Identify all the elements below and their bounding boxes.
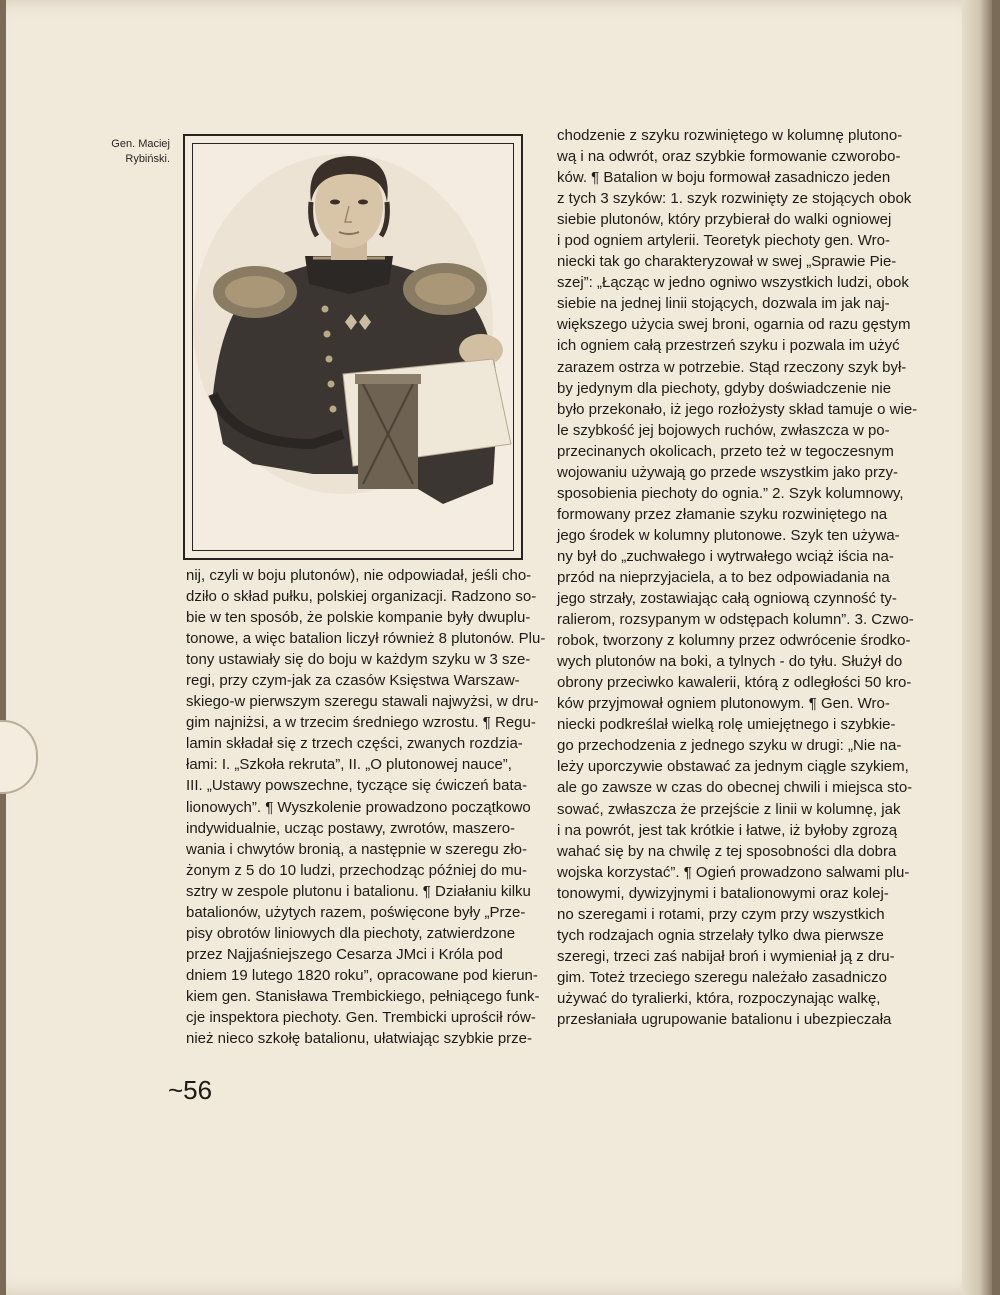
text-line: większego użycia swej broni, ogarnia od razu gęstym	[557, 316, 911, 334]
text-line: sować, zwłaszcza że przejście z linii w kolumnę, jak	[557, 800, 901, 818]
text-line: formowany przez złamanie szyku rozwiniętego na	[557, 505, 888, 523]
text-line: i na powrót, jest tak krótkie i łatwe, iż byłoby zgrozą	[557, 821, 898, 839]
text-line: dniem 19 lutego 1820 roku”, opracowane pod kierun-	[186, 966, 538, 984]
text-line: jego strzały, zostawiając całą ogniową czynność ty-	[557, 590, 897, 608]
text-line: go przechodzenia z jednego szyku w drugi: „Nie na-	[557, 737, 902, 755]
text-line: siebie na jednej linii stojących, dozwala im jak naj-	[557, 295, 890, 313]
text-line: le szybkość jej bojowych ruchów, zwłaszcza w po-	[557, 421, 890, 439]
caption-line: Rybiński.	[125, 153, 170, 165]
text-line: cje inspektora piechoty. Gen. Trembicki uprościł rów-	[186, 1008, 536, 1026]
page-number: ~56	[168, 1075, 213, 1105]
text-line: przesłaniała ugrupowanie batalionu i ubezpieczała	[557, 1010, 892, 1028]
text-column-left	[186, 565, 546, 1049]
text-line: nież nieco szkołę batalionu, ułatwiając szybkie prze-	[186, 1030, 533, 1048]
text-line: obrony przeciwko kawalerii, którą z odległości 50 kro-	[557, 674, 912, 692]
text-line: łami: I. „Szkoła rekruta”, II. „O plutonowej nauce”,	[186, 756, 512, 774]
text-line: bie w ten sposób, że polskie kompanie były dwuplu-	[186, 609, 531, 627]
text-line: sztry w zespole plutonu i batalionu. ¶ Działaniu kilku	[186, 882, 531, 900]
text-line: siebie plutonów, który przybierał do walki ogniowej	[557, 211, 892, 229]
text-line: szej”: „Łącząc w jedno ogniwo wszystkich ludzi, obok	[557, 274, 909, 292]
text-line: wych plutonów na boki, a tylnych - do tyłu. Służył do	[557, 653, 903, 671]
text-line: gim. Toteż trzeciego szeregu należało zasadniczo	[557, 968, 887, 986]
text-line: wania i chwytów bronią, a następnie w szeregu zło-	[186, 840, 528, 858]
text-line: III. „Ustawy powszechne, tyczące się ćwiczeń bata-	[186, 777, 527, 795]
text-line: jego środek w kolumny plutonowe. Szyk ten używa-	[557, 526, 900, 544]
text-line: zarazem ostrza w potrzebie. Stąd rzeczony szyk był-	[557, 358, 907, 376]
text-line: wojska korzystać”. ¶ Ogień prowadzono salwami plu-	[557, 863, 910, 881]
text-line: pisy obrotów liniowych dla piechoty, zatwierdzone	[186, 924, 516, 942]
text-line: żonym z 5 do 10 ludzi, przechodząc później do mu-	[186, 861, 528, 879]
text-line: regi, przy czym-jak za czasów Księstwa Warszaw-	[186, 672, 520, 690]
text-line: sposobienia piechoty do ognia.” 2. Szyk kolumnowy,	[557, 484, 904, 502]
text-line: chodzenie z szyku rozwiniętego w kolumnę plutono-	[557, 127, 903, 144]
text-line: robok, tworzony z kolumny przez odwrócenie środko-	[557, 632, 911, 650]
caption-line: Gen. Maciej	[111, 138, 170, 150]
text-line: przecinanych okolicach, przeto też w tegoczesnym	[557, 442, 894, 460]
text-line: tony ustawiały się do boju w każdym szyku w 3 sze-	[186, 651, 531, 669]
text-line: ich ogniem całą przestrzeń szyku i pozwala im użyć	[557, 337, 900, 355]
text-line: niecki tak go charakteryzował w swej „Sprawie Pie-	[557, 253, 897, 271]
text-line: lamin składał się z trzech części, zwanych rozdzia-	[186, 735, 523, 753]
text-line: gim najniżsi, a w trzecim średniego wzrostu. ¶ Regu-	[186, 714, 536, 732]
text-line: tonowymi, dywizyjnymi i batalionowymi oraz kolej-	[557, 884, 889, 902]
text-line: no szeregami i rotami, przy czym przy wszystkich	[557, 905, 885, 923]
text-line: używać do tyralierki, która, rozpoczynając walkę,	[557, 989, 881, 1007]
text-line: lionowych”. ¶ Wyszkolenie prowadzono początkowo	[186, 798, 531, 816]
portrait-illustration	[192, 143, 514, 551]
text-line: z tych 3 szyków: 1. szyk rozwinięty ze stojących obok	[557, 190, 912, 208]
text-line: tonowe, a więc batalion liczył również 8 plutonów. Plu-	[186, 630, 546, 648]
text-line: i pod ogniem artylerii. Teoretyk piechoty gen. Wro-	[557, 232, 890, 250]
text-line: ralierom, rozsypanym w odstępach kolumn”. 3. Czwo-	[557, 611, 914, 629]
text-line: dziło o skład pułku, polskiej organizacji. Radzono so-	[186, 588, 537, 606]
text-line: ków przyjmował ogniem plutonowym. ¶ Gen. Wro-	[557, 695, 890, 713]
text-line: batalionów, użytych razem, poświęcone były „Prze-	[186, 903, 526, 921]
portrait-frame	[183, 134, 523, 560]
text-line: tych rodzajach ognia strzelały tylko dwa pierwsze	[557, 926, 884, 944]
text-line: niecki podkreślał wielką rolę umiejętnego i szybkie-	[557, 716, 896, 734]
page-edge-shadow	[962, 0, 992, 1295]
text-column-right	[557, 125, 918, 1030]
text-line: przez Najjaśniejszego Cesarza JMci i Króla pod	[186, 945, 503, 963]
portrait-caption	[100, 137, 170, 167]
text-line: by jedynym dla piechoty, gdyby doświadczenie nie	[557, 379, 892, 397]
text-line: szeregi, trzeci zaś nabijał broń i wymieniał ją z dru-	[557, 947, 895, 965]
text-line: leży uporczywie obstawać za jednym ciągle szykiem,	[557, 758, 909, 776]
text-line: kiem gen. Stanisława Trembickiego, pełniącego funk-	[186, 987, 540, 1005]
text-line: było przekonało, iż jego rozłożysty skład tamuje o wie-	[557, 400, 918, 418]
text-line: wą i na odwrót, oraz szybkie formowanie czworobo-	[557, 148, 901, 166]
text-line: wahać się by na chwilę z tej sposobności dla dobra	[557, 842, 897, 860]
text-line: wojowaniu używają go przede wszystkim jako przy-	[557, 463, 898, 481]
text-line: przód na nieprzyjaciela, a to bez odpowiadania na	[557, 568, 890, 586]
text-line: indywidualnie, ucząc postawy, zwrotów, maszero-	[186, 819, 516, 837]
text-line: skiego-w pierwszym szeregu stawali najwyżsi, w dru-	[186, 693, 539, 711]
text-line: ny był do „zuchwałego i wytrwałego wciąż iścia na-	[557, 547, 894, 565]
text-line: nij, czyli w boju plutonów), nie odpowiadał, jeśli cho-	[186, 567, 532, 584]
text-line: ale go zawsze w czas do obecnej chwili i miejsca sto-	[557, 779, 913, 797]
text-line: ków. ¶ Batalion w boju formował zasadniczo jeden	[557, 169, 891, 187]
